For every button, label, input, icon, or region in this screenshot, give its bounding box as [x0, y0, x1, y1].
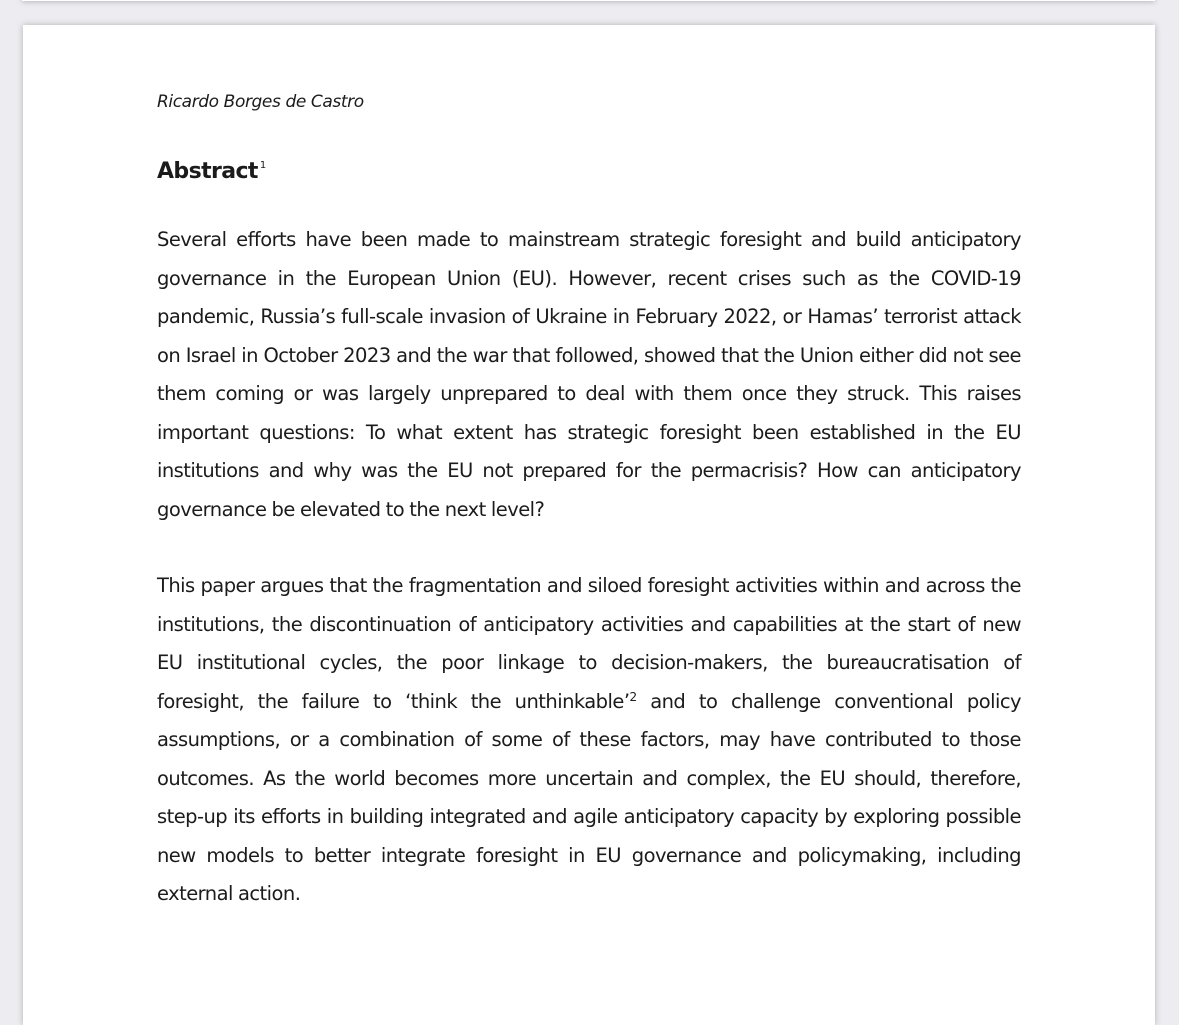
author-name: Ricardo Borges de Castro: [157, 92, 364, 112]
abstract-paragraph-1: Several efforts have been made to mainstream strategic foresight and build anticipatory governance in the European Union (EU). However, recent crises such as the COVID-19 pandemic, Russia’s full-scale invasion of Ukraine in February 2022, or Hamas’ terrorist attack on Israel in October 2023 and the war that followed, showed that the Union either did not see them coming or was largely unprepared to deal with them once they struck. This raises important questions: To what extent has strategic foresight been established in the EU institutions and why was the EU not prepared for the permacrisis? How can anticipatory governance be elevated to the next level?: [157, 228, 1021, 521]
abstract-paragraph-2-part-1: This paper argues that the fragmentation and siloed foresight activities within and across the institutions, the discontinuation of anticipatory activities and capabilities at the start of new EU institutional cycles, the poor linkage to decision-makers, the bureaucratisation of foresight, the failure to ‘think the unthinkable’: [157, 574, 1021, 713]
abstract-paragraph-2: [157, 567, 1021, 914]
footnote-marker-2[interactable]: 2: [629, 689, 637, 704]
document-page: [23, 25, 1155, 1025]
abstract-paragraph-2-part-2: and to challenge conventional policy assumptions, or a combination of some of these factors, may have contributed to those outcomes. As the world becomes more uncertain and complex, the EU should, therefore, step-up its efforts in building integrated and agile anticipatory capacity by exploring possible new models to better integrate foresight in EU governance and policymaking, including external action.: [157, 689, 1021, 905]
previous-page-edge: [22, 0, 1155, 1]
abstract-heading-text: Abstract: [157, 159, 258, 184]
footnote-marker-1[interactable]: 1: [259, 160, 267, 171]
abstract-heading: [157, 159, 266, 184]
